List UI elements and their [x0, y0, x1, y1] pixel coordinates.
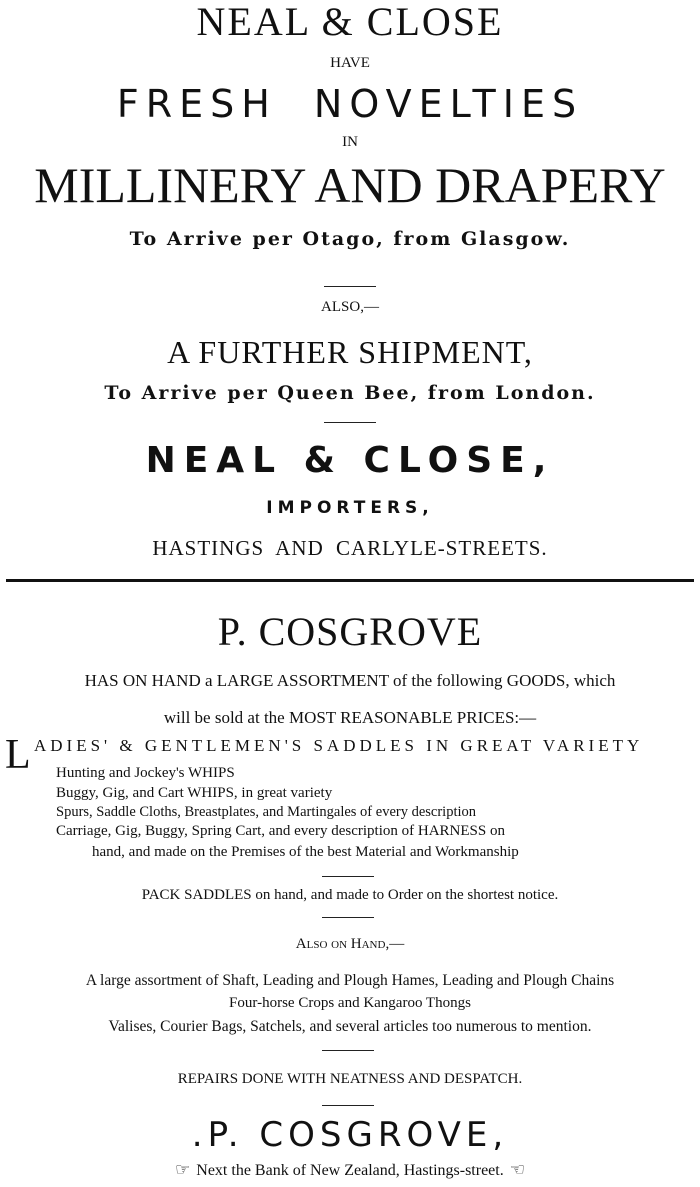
ad1-also: ALSO,—: [321, 299, 379, 315]
ad2-buggy-line: Buggy, Gig, and Cart WHIPS, in great variety: [56, 785, 333, 801]
ad2-location-row: [0, 1162, 700, 1179]
ad1-arrive-otago: To Arrive per Otago, from Glasgow.: [129, 228, 571, 250]
ad2-divider-2: [322, 917, 374, 918]
ad2-spurs-line: Spurs, Saddle Cloths, Breastplates, and Martingales of every description: [56, 804, 477, 820]
ad2-repairs: REPAIRS DONE WITH NEATNESS AND DESPATCH.: [177, 1071, 523, 1087]
ad1-in: IN: [342, 134, 358, 150]
ad2-hand-line: hand, and made on the Premises of the best Material and Workmanship: [92, 844, 519, 860]
ad1-firm: NEAL & CLOSE,: [145, 440, 555, 481]
ad1-millinery: MILLINERY AND DRAPERY: [34, 157, 666, 213]
ad2-title: P. COSGROVE: [217, 609, 483, 654]
ad-separator: [6, 579, 694, 582]
ad1-have: HAVE: [330, 55, 370, 71]
ad1-fresh-novelties: FRESH NOVELTIES: [116, 82, 584, 126]
ad2-crops-line: Four-horse Crops and Kangaroo Thongs: [229, 995, 471, 1011]
ad2-saddles-line: ADIES' & GENTLEMEN'S SADDLES IN GREAT VARIETY: [34, 736, 644, 755]
pointing-hand-right-icon: ☞: [175, 1160, 191, 1180]
ad1-further-shipment: A FURTHER SHIPMENT,: [167, 334, 533, 370]
ad1-address: HASTINGS AND CARLYLE-STREETS.: [152, 536, 548, 560]
pointing-hand-left-icon: ☜: [509, 1160, 525, 1180]
ad2-carriage-line: Carriage, Gig, Buggy, Spring Cart, and every description of HARNESS on: [56, 823, 505, 839]
ad1-divider-2: [324, 422, 376, 423]
ad2-hunting-line: Hunting and Jockey's WHIPS: [56, 765, 235, 781]
ad2-location: Next the Bank of New Zealand, Hastings-street.: [196, 1162, 504, 1179]
ad2-pack-saddles: PACK SADDLES on hand, and made to Order on the shortest notice.: [141, 887, 559, 903]
ad1-arrive-queen: To Arrive per Queen Bee, from London.: [104, 382, 596, 404]
ad2-drop-cap: L: [5, 732, 31, 778]
ad2-also-on-hand: Also on Hand,—: [295, 936, 405, 952]
ad2-divider-1: [322, 876, 374, 877]
ad2-intro-line2: will be sold at the MOST REASONABLE PRICES:—: [163, 708, 537, 727]
ad2-hames-line: A large assortment of Shaft, Leading and Plough Hames, Leading and Plough Chains: [85, 972, 615, 989]
ad1-title: NEAL & CLOSE: [196, 0, 504, 44]
ad2-divider-4: [322, 1105, 374, 1106]
ad1-importers: IMPORTERS,: [266, 498, 434, 518]
ad2-signature: .P. COSGROVE,: [191, 1115, 509, 1155]
ad2-intro-line1: HAS ON HAND a LARGE ASSORTMENT of the following GOODS, which: [84, 671, 616, 690]
ad1-divider-1: [324, 286, 376, 287]
ad2-valises-line: Valises, Courier Bags, Satchels, and several articles too numerous to mention.: [108, 1018, 592, 1035]
ad2-divider-3: [322, 1050, 374, 1051]
